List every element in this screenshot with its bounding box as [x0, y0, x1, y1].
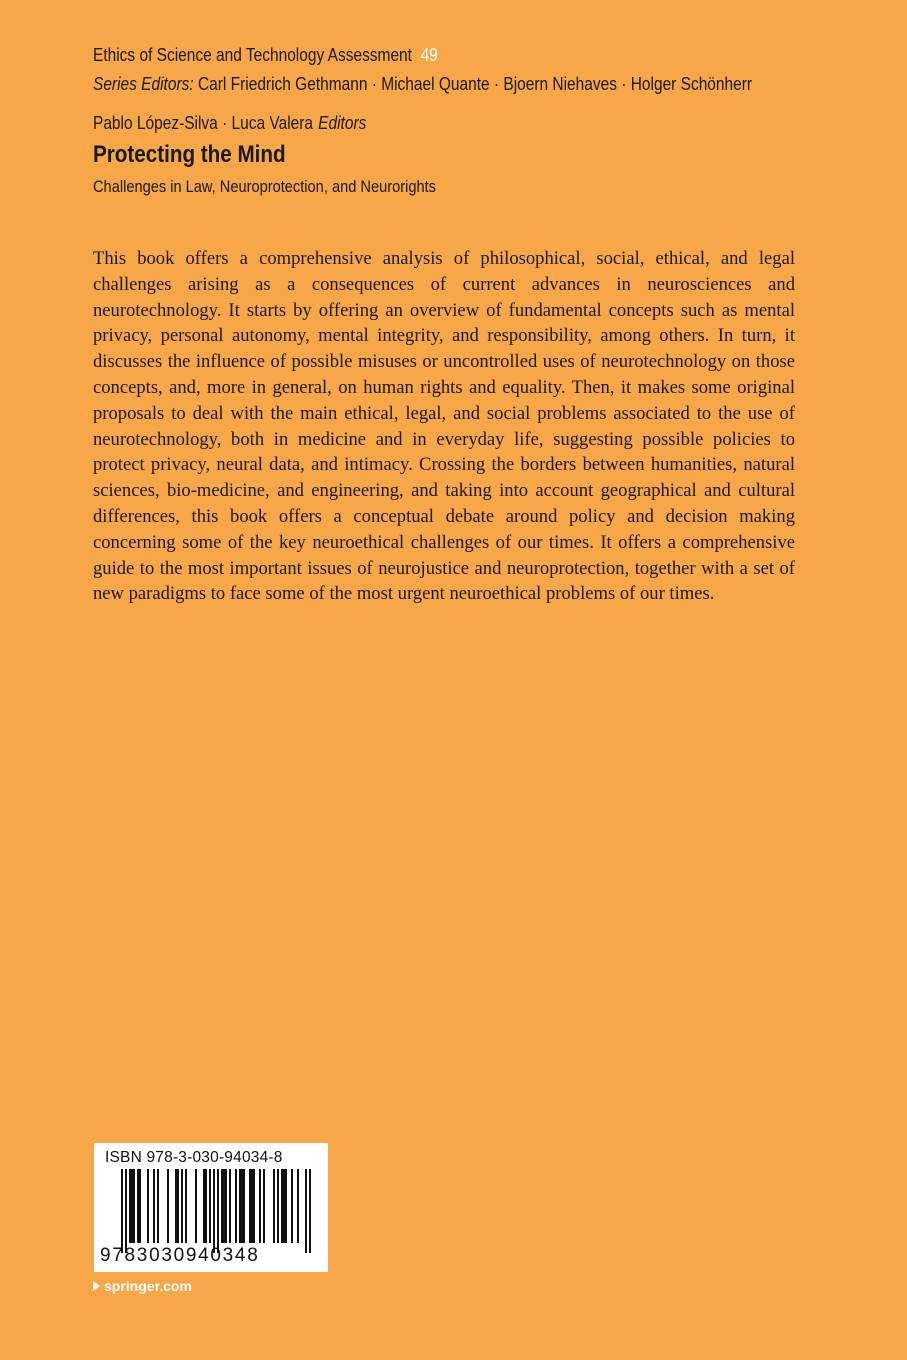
- barcode-bar: [195, 1169, 197, 1243]
- book-editors-names: Pablo López-Silva · Luca Valera: [93, 113, 314, 133]
- springer-link-text: springer.com: [104, 1278, 192, 1294]
- barcode-bar: [203, 1169, 207, 1243]
- barcode-bar: [167, 1169, 169, 1243]
- barcode-bar: [129, 1169, 135, 1243]
- barcode-guard-bar: [309, 1169, 311, 1253]
- book-description: This book offers a comprehensive analysis of philosophical, social, ethical, and legal challenges arising as a consequences of current advances in neurosciences and neurotechnology. It starts by offering an overview of fundamental concepts such as mental privacy, personal autonomy, mental integrity, and responsibility, among others. In turn, it discusses the influence of possible misuses or uncontrolled uses of neurotechnology on those concepts, and, more in general, on human rights and equality. Then, it makes some original proposals to deal with the main ethical, legal, and social problems associated to the use of neurotechnology, both in medicine and in everyday life, suggesting possible policies to protect privacy, neural data, and intimacy. Crossing the borders between humanities, natural sciences, bio-medicine, and engineering, and taking into account geographical and cultural differences, this book offers a conceptual debate around policy and decision making concerning some of the key neuroethical challenges of our times. It offers a comprehensive guide to the most important issues of neurojustice and neuroprotection, together with a set of new paradigms to face some of the most urgent neuroethical problems of our times.: [93, 248, 795, 605]
- barcode-bar: [185, 1169, 187, 1243]
- book-subtitle: Challenges in Law, Neuroprotection, and Neurorights: [93, 177, 436, 196]
- series-title: [93, 44, 438, 66]
- barcode-bar: [221, 1169, 227, 1243]
- barcode-bar: [235, 1169, 237, 1243]
- barcode-bar: [249, 1169, 255, 1243]
- barcode-digits: 9783030940348: [100, 1245, 260, 1266]
- barcode-bar: [229, 1169, 231, 1243]
- barcode-guard-bar: [305, 1169, 307, 1253]
- isbn-label: ISBN 978-3-030-94034-8: [105, 1149, 283, 1166]
- series-editors: [93, 73, 752, 95]
- series-editors-names: Carl Friedrich Gethmann · Michael Quante · Bjoern Niehaves · Holger Schönherr: [197, 74, 753, 94]
- arrow-right-icon: [93, 1281, 100, 1291]
- barcode-bar: [147, 1169, 149, 1243]
- barcode-bar: [277, 1169, 279, 1243]
- barcode-bar: [259, 1169, 261, 1243]
- series-name: Ethics of Science and Technology Assessment: [93, 45, 412, 65]
- series-number: 49: [420, 45, 438, 65]
- barcode-bar: [209, 1169, 211, 1243]
- barcode-guard-bar: [213, 1169, 215, 1253]
- barcode-guard-bar: [121, 1169, 123, 1253]
- barcode-bar: [157, 1169, 159, 1243]
- barcode-bar: [273, 1169, 275, 1243]
- barcode-bar: [175, 1169, 179, 1243]
- book-editors-role: Editors: [318, 113, 367, 133]
- barcode-guard-bar: [217, 1169, 219, 1253]
- barcode-bar: [181, 1169, 183, 1243]
- barcode-bar: [263, 1169, 265, 1243]
- barcode-bar: [297, 1169, 299, 1243]
- isbn-barcode: [94, 1143, 328, 1272]
- series-editors-label: Series Editors:: [93, 74, 194, 94]
- barcode-bar: [291, 1169, 293, 1243]
- barcode-guard-bar: [125, 1169, 127, 1253]
- barcode-bar: [137, 1169, 141, 1243]
- book-editors: [93, 112, 366, 134]
- barcode-bar: [153, 1169, 155, 1243]
- barcode-bar: [281, 1169, 287, 1243]
- barcode-bar: [239, 1169, 245, 1243]
- springer-link[interactable]: [93, 1277, 192, 1295]
- book-title: Protecting the Mind: [93, 141, 286, 168]
